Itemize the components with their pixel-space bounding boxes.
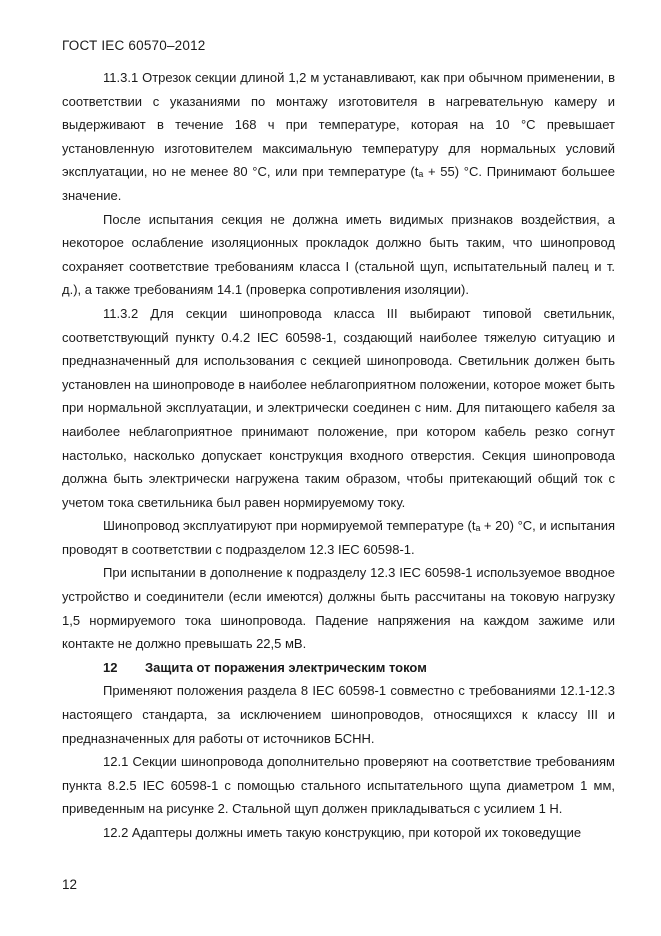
- paragraph-12-1: 12.1 Секции шинопровода дополнительно проверяют на соответствие требованиям пункта 8.2.5 IEC 60598-1 с помощью стального испытательного щупа диаметром 1 мм, приведенным на рисунке 2. Стальной щуп должен прикладываться с усилием 1 Н.: [62, 754, 615, 817]
- paragraph-12-2: 12.2 Адаптеры должны иметь такую конструкцию, при которой их токоведущие: [103, 825, 582, 840]
- paragraph-section-intro: Применяют положения раздела 8 IEC 60598-1 совместно с требованиями 12.1-12.3 настоящего стандарта, за исключением шинопроводов, относящихся к классу III и предназначенных для работы от источников БСНН.: [62, 683, 615, 746]
- page-body: [62, 66, 615, 845]
- document-header: ГОСТ IEC 60570–2012: [62, 38, 206, 53]
- paragraph-11-3-2: 11.3.2 Для секции шинопровода класса III выбирают типовой светильник, соответствующий пункту 0.4.2 IEC 60598-1, создающий наиболее тяжелую ситуацию и предназначенный для использования с секцией шинопровода. Светильник должен быть установлен на шинопроводе в наиболее неблагоприятном положении, которое может быть при нормальной эксплуатации, и электрически соединен с ним. Для питающего кабеля за наиболее неблагоприятное принимают положение, при котором кабель резко согнут настолько, насколько допускает конструкция входного отверстия. Секция шинопровода должна быть электрически нагружена таким образом, чтобы притекающий общий ток с учетом тока светильника был равен нормируемому току.: [62, 305, 615, 510]
- page-number: 12: [62, 877, 78, 892]
- paragraph-operating-temp: Шинопровод эксплуатируют при нормируемой температуре (tₐ + 20) °C, и испытания проводят в соответствии с подразделом 12.3 IEC 60598-1.: [62, 518, 615, 557]
- section-number: 12: [103, 659, 118, 675]
- section-heading: [62, 656, 615, 680]
- section-title: Защита от поражения электрическим током: [145, 659, 427, 675]
- paragraph-11-3-1: 11.3.1 Отрезок секции длиной 1,2 м устанавливают, как при обычном применении, в соответствии с указаниями по монтажу изготовителя в нагревательную камеру и выдерживают в течение 168 ч при температуре, которая на 10 °C превышает установленную изготовителем максимальную температуру для нормальных условий эксплуатации, но не менее 80 °C, или при температуре (tₐ + 55) °C. Принимают большее значение.: [62, 70, 615, 203]
- paragraph-after-test: После испытания секция не должна иметь видимых признаков воздействия, а некоторое ослабление изоляционных прокладок должно быть таким, что шинопровод сохраняет соответствие требованиям класса I (стальной щуп, испытательный палец и т. д.), а также требованиям 14.1 (проверка сопротивления изоляции).: [62, 211, 615, 298]
- paragraph-input-device: При испытании в дополнение к подразделу 12.3 IEC 60598-1 используемое вводное устройство и соединители (если имеются) должны быть рассчитаны на токовую нагрузку 1,5 нормируемого тока шинопровода. Падение напряжения на каждом зажиме или контакте не должно превышать 22,5 мВ.: [62, 565, 615, 652]
